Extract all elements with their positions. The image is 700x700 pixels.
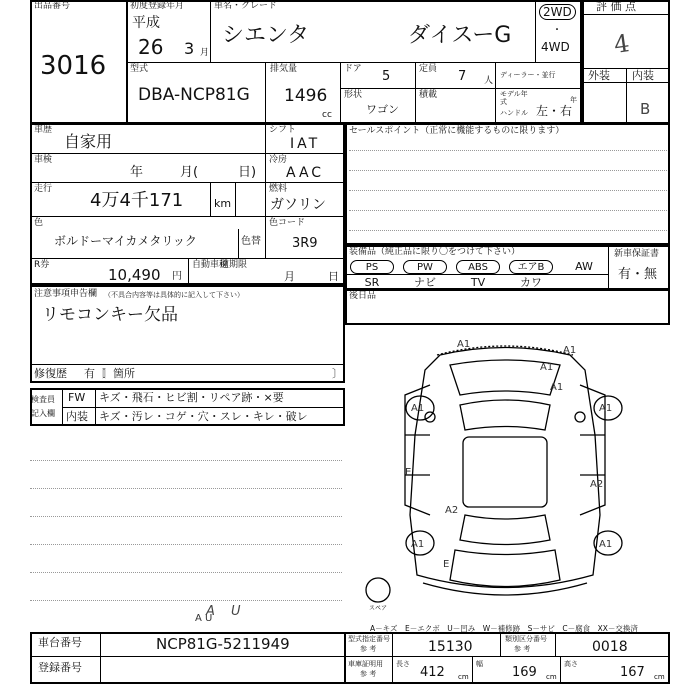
warranty-label: 新車保証書 (614, 249, 660, 259)
diagram-mark: A U (195, 613, 213, 624)
body-shape-label: 形状 (344, 90, 363, 100)
model-year-label: モデル年式 (500, 90, 528, 106)
shift-label: シフト (269, 125, 297, 135)
inspection-month-unit: 月( (180, 165, 199, 180)
color-code-value: 3R9 (292, 236, 318, 251)
model-label: 型式 (130, 64, 149, 74)
length-value: 412 (420, 665, 445, 680)
drive-2wd: 2WD (539, 4, 576, 20)
interior-value: B (640, 100, 651, 118)
equipment-label: 装備品（純正品に限り〇をつけて下さい） (349, 247, 521, 257)
car-name: シエンタ (222, 23, 310, 48)
color-change-label: 色替 (241, 236, 261, 247)
capacity-label: 定員 (419, 64, 438, 74)
handle-label: ハンドル (500, 109, 528, 117)
category-value: 0018 (592, 639, 628, 655)
category-sub: 参 考 (514, 645, 531, 653)
check-row1: キズ・飛石・ヒビ割・リペア跡・×要 (99, 391, 284, 404)
damage-legend: A－キズ E－エクボ U－凹み W－補修跡 S－サビ C－腐食 XX－交換済 (370, 624, 638, 633)
diagram-mark: A1 (550, 382, 564, 393)
color-code-label: 色コード (269, 218, 306, 228)
equip-airbag: エアB (509, 260, 553, 274)
diagram-mark: E (443, 559, 450, 570)
repair-end: 〕 (332, 367, 343, 380)
equip-ps: PS (350, 260, 394, 274)
tax-label: 自動車税 (192, 260, 229, 270)
handle-value: 左・右 (536, 104, 573, 118)
equip-abs: ABS (456, 260, 500, 274)
color-label: 色 (34, 218, 44, 228)
eval-score-mark: 4 (612, 29, 632, 59)
equip-navi: ナビ (414, 276, 436, 289)
model-value: DBA-NCP81G (138, 85, 250, 105)
diagram-mark: A1 (563, 345, 577, 356)
repair-value: 有〔 (84, 367, 106, 380)
diagram-mark: A1 (457, 339, 471, 350)
mileage-value: 4万4千171 (90, 190, 184, 211)
ac-value: AAC (286, 165, 325, 181)
body-shape-value: ワゴン (366, 103, 399, 116)
repair-label: 修復歴 (34, 367, 67, 380)
check-row1-label: FW (68, 391, 86, 404)
ac-label: 冷房 (269, 155, 288, 165)
diagram-mark: A2 (590, 479, 604, 490)
usage-value: 自家用 (64, 132, 113, 151)
capacity-unit: 人 (484, 76, 494, 86)
diagram-mark: A1 (411, 539, 425, 550)
first-reg-label: 初度登録年月 (130, 1, 185, 11)
type-designation-sub: 参 考 (360, 645, 377, 653)
diagram-mark: A1 (411, 403, 425, 414)
category-label: 類別区分番号 (505, 635, 547, 643)
height-value: 167 (620, 665, 645, 680)
fuel-label: 燃料 (269, 184, 288, 194)
tax-label2: 適期限 (220, 260, 248, 270)
check-row2: キズ・汚レ・コゲ・穴・スレ・キレ・破レ (99, 410, 308, 423)
repair-value2: 〕箇所 (102, 367, 135, 380)
rear-mark: A U (206, 604, 247, 619)
shift-value: IAT (290, 136, 321, 152)
length-unit: cm (458, 673, 469, 681)
length-label: 長さ (396, 660, 410, 668)
first-reg-year: 26 (138, 35, 164, 59)
width-value: 169 (512, 665, 537, 680)
displacement-unit: cc (322, 110, 332, 120)
inspection-day-unit: 日) (238, 165, 257, 180)
recycle-label: R券 (34, 260, 50, 270)
note-text: リモコンキー欠品 (42, 305, 178, 325)
later-equip-box (345, 289, 670, 325)
mileage-unit: km (214, 197, 232, 210)
lot-number: 3016 (40, 51, 107, 81)
later-equip-label: 後日品 (349, 291, 377, 301)
recycle-unit: 円 (172, 271, 182, 282)
width-unit: cm (546, 673, 557, 681)
check-label1: 検査員 (31, 395, 55, 404)
car-name-label: 車名・グレード (214, 1, 278, 11)
height-label: 高さ (564, 660, 578, 668)
diagram-mark: E (405, 467, 412, 478)
chassis-label: 車台番号 (38, 636, 82, 649)
eval-label: 評 価 点 (596, 0, 636, 13)
equip-tv: TV (470, 276, 486, 289)
diagram-mark: A1 (599, 539, 613, 550)
equip-pw: PW (403, 260, 447, 274)
chassis-value: NCP81G-5211949 (156, 635, 290, 653)
type-designation-value: 15130 (428, 639, 473, 655)
displacement-label: 排気量 (270, 64, 298, 74)
diagram-mark: A1 (540, 362, 554, 373)
model-year-unit: 年 (570, 96, 577, 104)
tax-day-unit: 日 (328, 270, 339, 283)
recycle-value: 10,490 (108, 266, 161, 284)
equip-sr: SR (364, 276, 380, 289)
sales-point-box (345, 123, 670, 245)
color-value: ボルドーマイカメタリック (54, 234, 197, 248)
height-unit: cm (654, 673, 665, 681)
spare-label: スペア (369, 605, 388, 612)
interior-label: 内装 (632, 69, 654, 82)
diagram-mark: A1 (599, 403, 613, 414)
doors-label: ドア (344, 64, 362, 74)
diagram-mark: A2 (445, 505, 459, 516)
car-grade: ダイスーG (408, 23, 512, 48)
check-row2-label: 内装 (66, 410, 88, 423)
dealer-label: ディーラー・並行 (500, 71, 556, 79)
first-reg-month-unit: 月 (200, 48, 210, 58)
load-label: 積載 (419, 90, 438, 100)
equip-aw: AW (575, 260, 593, 273)
doors-value: 5 (382, 69, 391, 84)
fuel-value: ガソリン (270, 197, 326, 213)
type-designation-label: 型式指定番号 (348, 635, 390, 643)
displacement-value: 1496 (284, 86, 328, 106)
note-label: 注意事項申告欄 (34, 289, 98, 299)
usage-label: 車歴 (34, 125, 53, 135)
reg-number-label: 登録番号 (38, 661, 82, 674)
tax-month-unit: 月 (284, 270, 295, 283)
note-sub: （不具合内容等は具体的に記入して下さい） (104, 291, 244, 299)
inspection-label: 車検 (34, 155, 53, 165)
width-label: 幅 (476, 660, 483, 668)
equip-leather: カワ (520, 276, 542, 289)
first-reg-era: 平成 (132, 15, 160, 31)
inspection-year-unit: 年 (130, 165, 144, 180)
capacity-value: 7 (458, 69, 467, 84)
cert-sub: 参 考 (360, 670, 377, 678)
sales-point-label: セールスポイント（正常に機能するものに限ります） (349, 126, 565, 136)
first-reg-month: 3 (184, 39, 195, 58)
mileage-label: 走行 (34, 184, 53, 194)
exterior-label: 外装 (588, 69, 610, 82)
warranty-value: 有・無 (618, 267, 658, 282)
lot-label: 出品番号 (34, 1, 71, 11)
drive-dot: ・ (552, 25, 562, 36)
check-label2: 記入欄 (31, 409, 55, 418)
cert-label: 車庫証明用 (348, 660, 383, 668)
drive-4wd: 4WD (541, 40, 570, 54)
